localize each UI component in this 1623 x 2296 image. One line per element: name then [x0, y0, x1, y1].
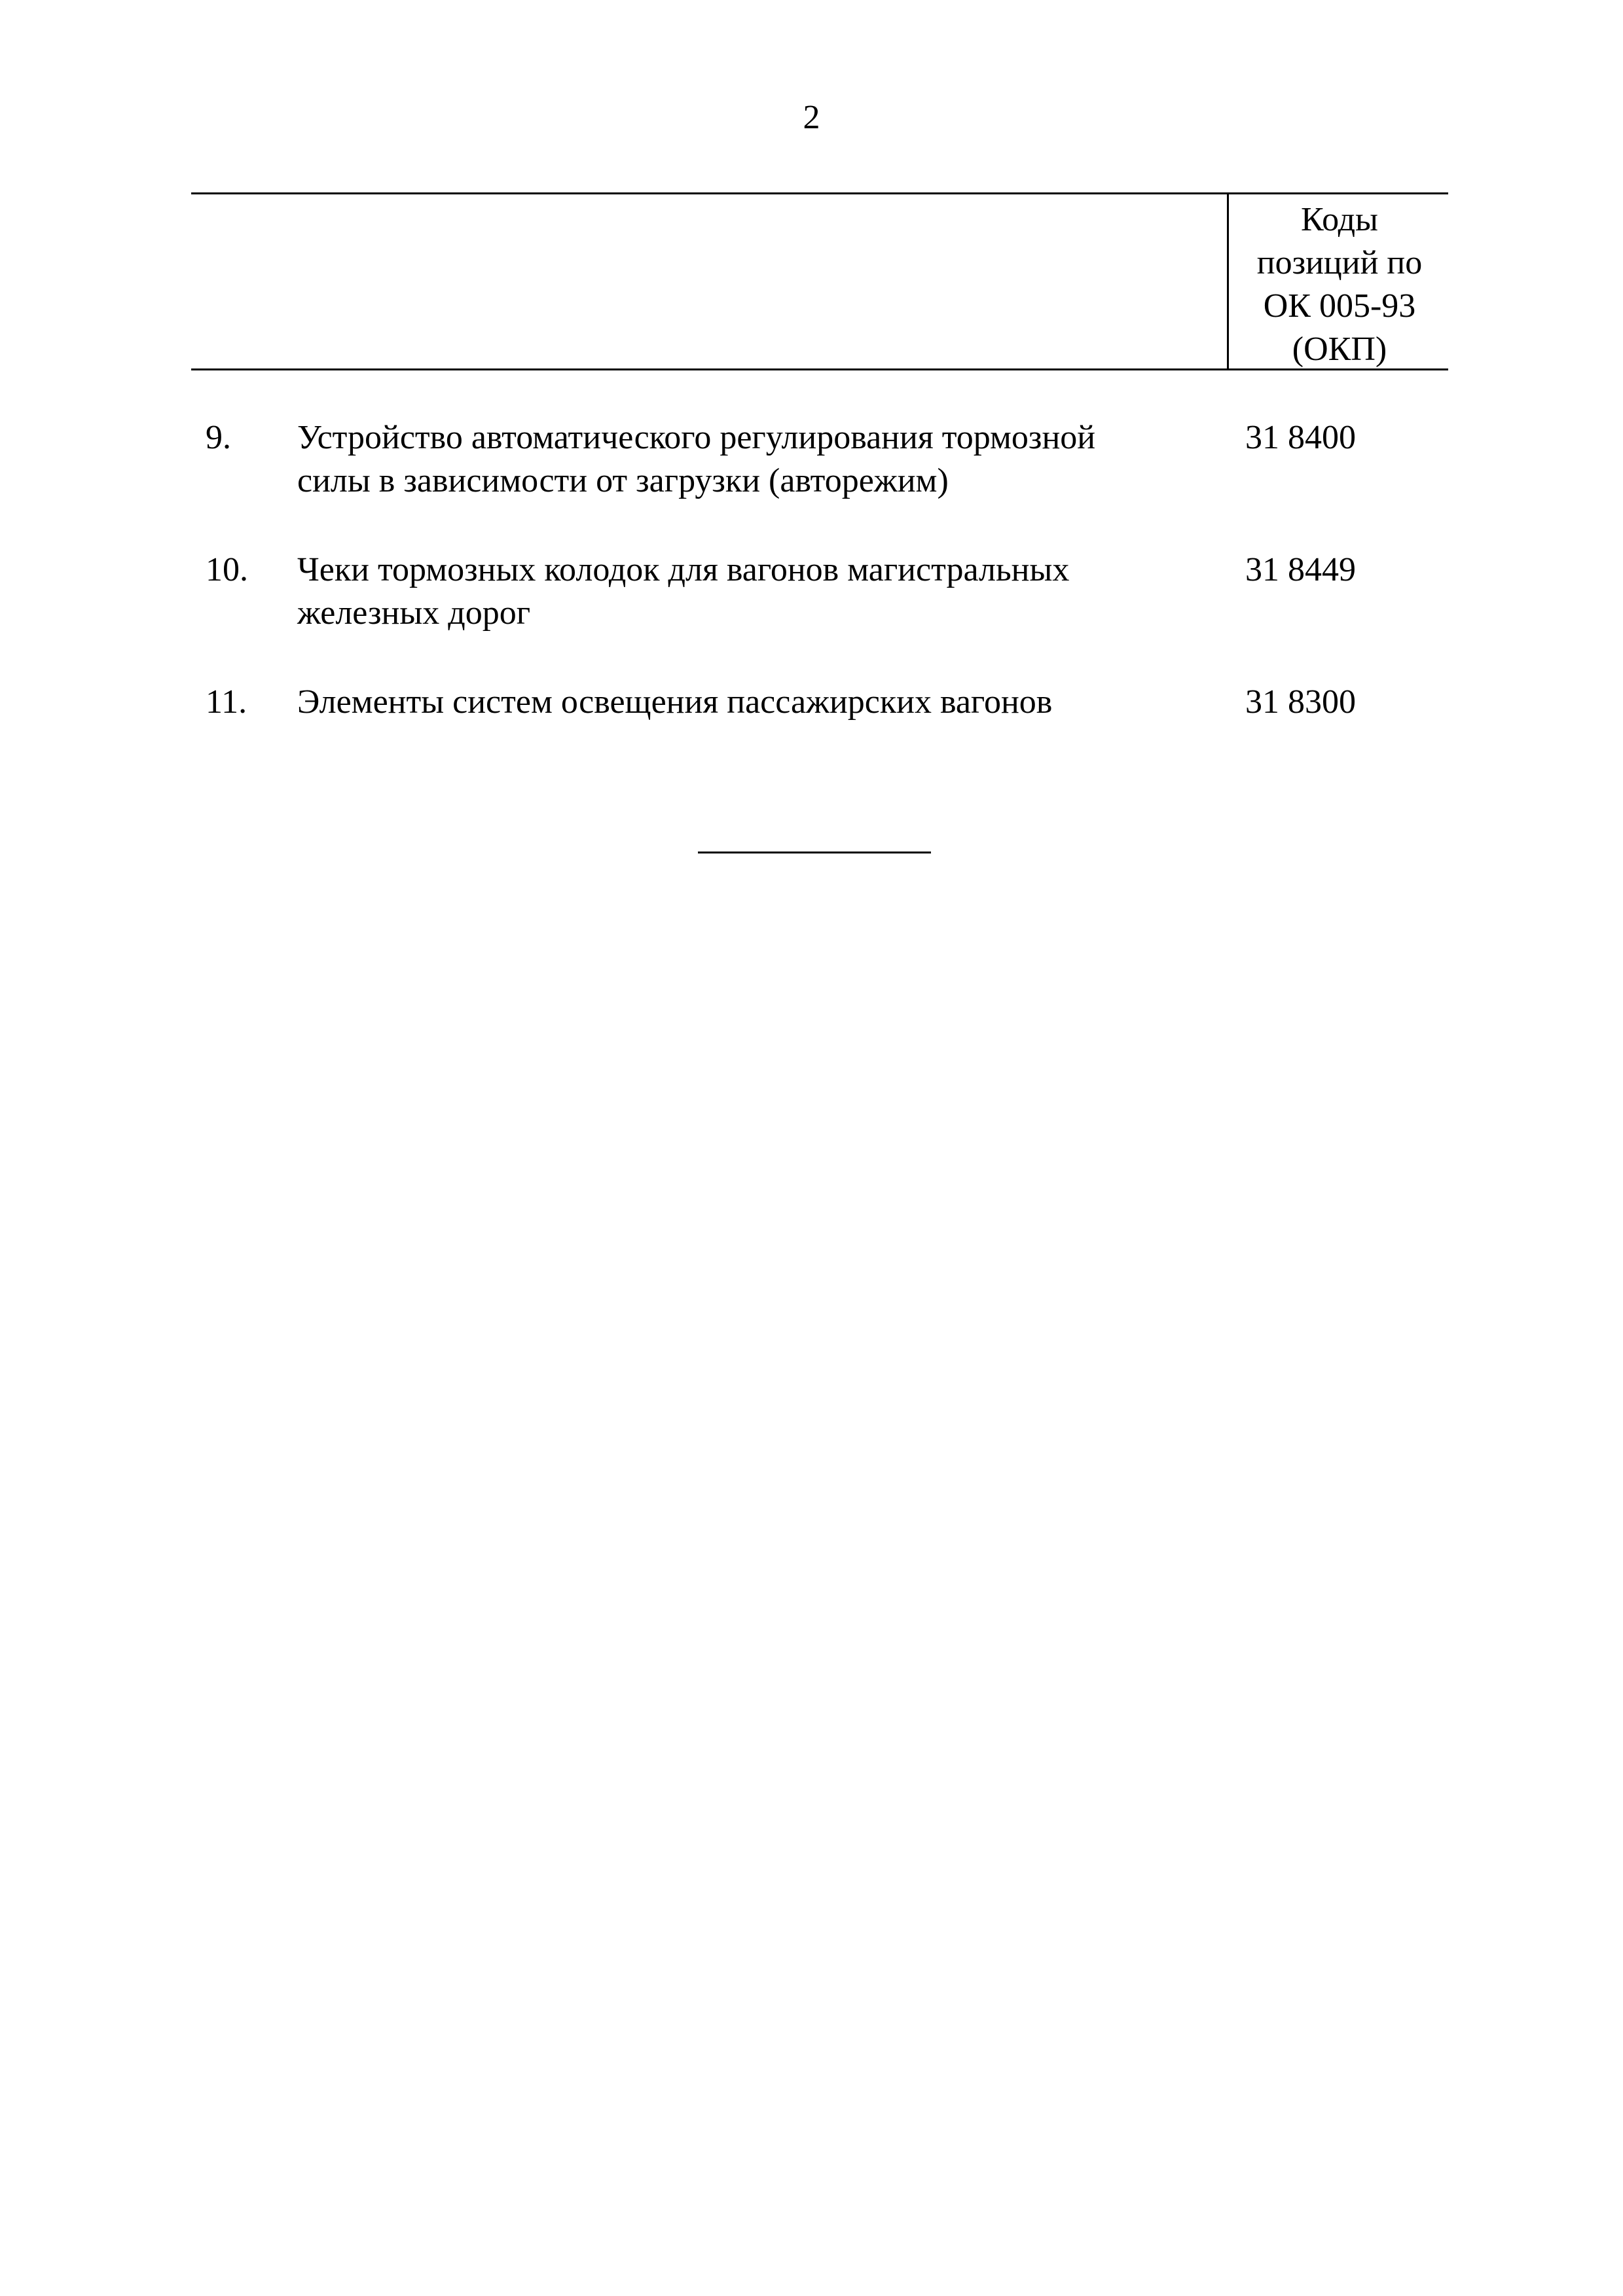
row-name — [297, 548, 1227, 635]
page-number: 2 — [803, 99, 820, 136]
codes-header-line: Коды — [1301, 201, 1378, 238]
row-name — [297, 416, 1227, 503]
codes-header-line: (ОКП) — [1292, 331, 1387, 368]
row-name-line: Элементы систем освещения пассажирских вагонов — [297, 683, 1053, 721]
row-code: 31 8449 — [1245, 551, 1356, 588]
codes-header-line: ОК 005-93 — [1263, 287, 1416, 325]
codes-header-line: позиций по — [1256, 244, 1423, 281]
row-number: 11. — [206, 683, 247, 721]
row-number: 10. — [206, 551, 248, 588]
row-name-line: железных дорог — [297, 594, 531, 632]
table-header-codes-cell — [1231, 198, 1448, 371]
row-code: 31 8300 — [1245, 683, 1356, 721]
row-name-line: Чеки тормозных колодок для вагонов магистральных — [297, 551, 1070, 588]
row-name-line: силы в зависимости от загрузки (авторежим) — [297, 462, 949, 499]
table-header-name-cell — [191, 194, 1229, 368]
row-number: 9. — [206, 419, 231, 456]
row-code: 31 8400 — [1245, 419, 1356, 456]
table-header — [191, 192, 1448, 370]
row-name-line: Устройство автоматического регулирования тормозной — [297, 419, 1096, 456]
row-name — [297, 681, 1227, 724]
end-of-document-rule — [698, 852, 931, 853]
